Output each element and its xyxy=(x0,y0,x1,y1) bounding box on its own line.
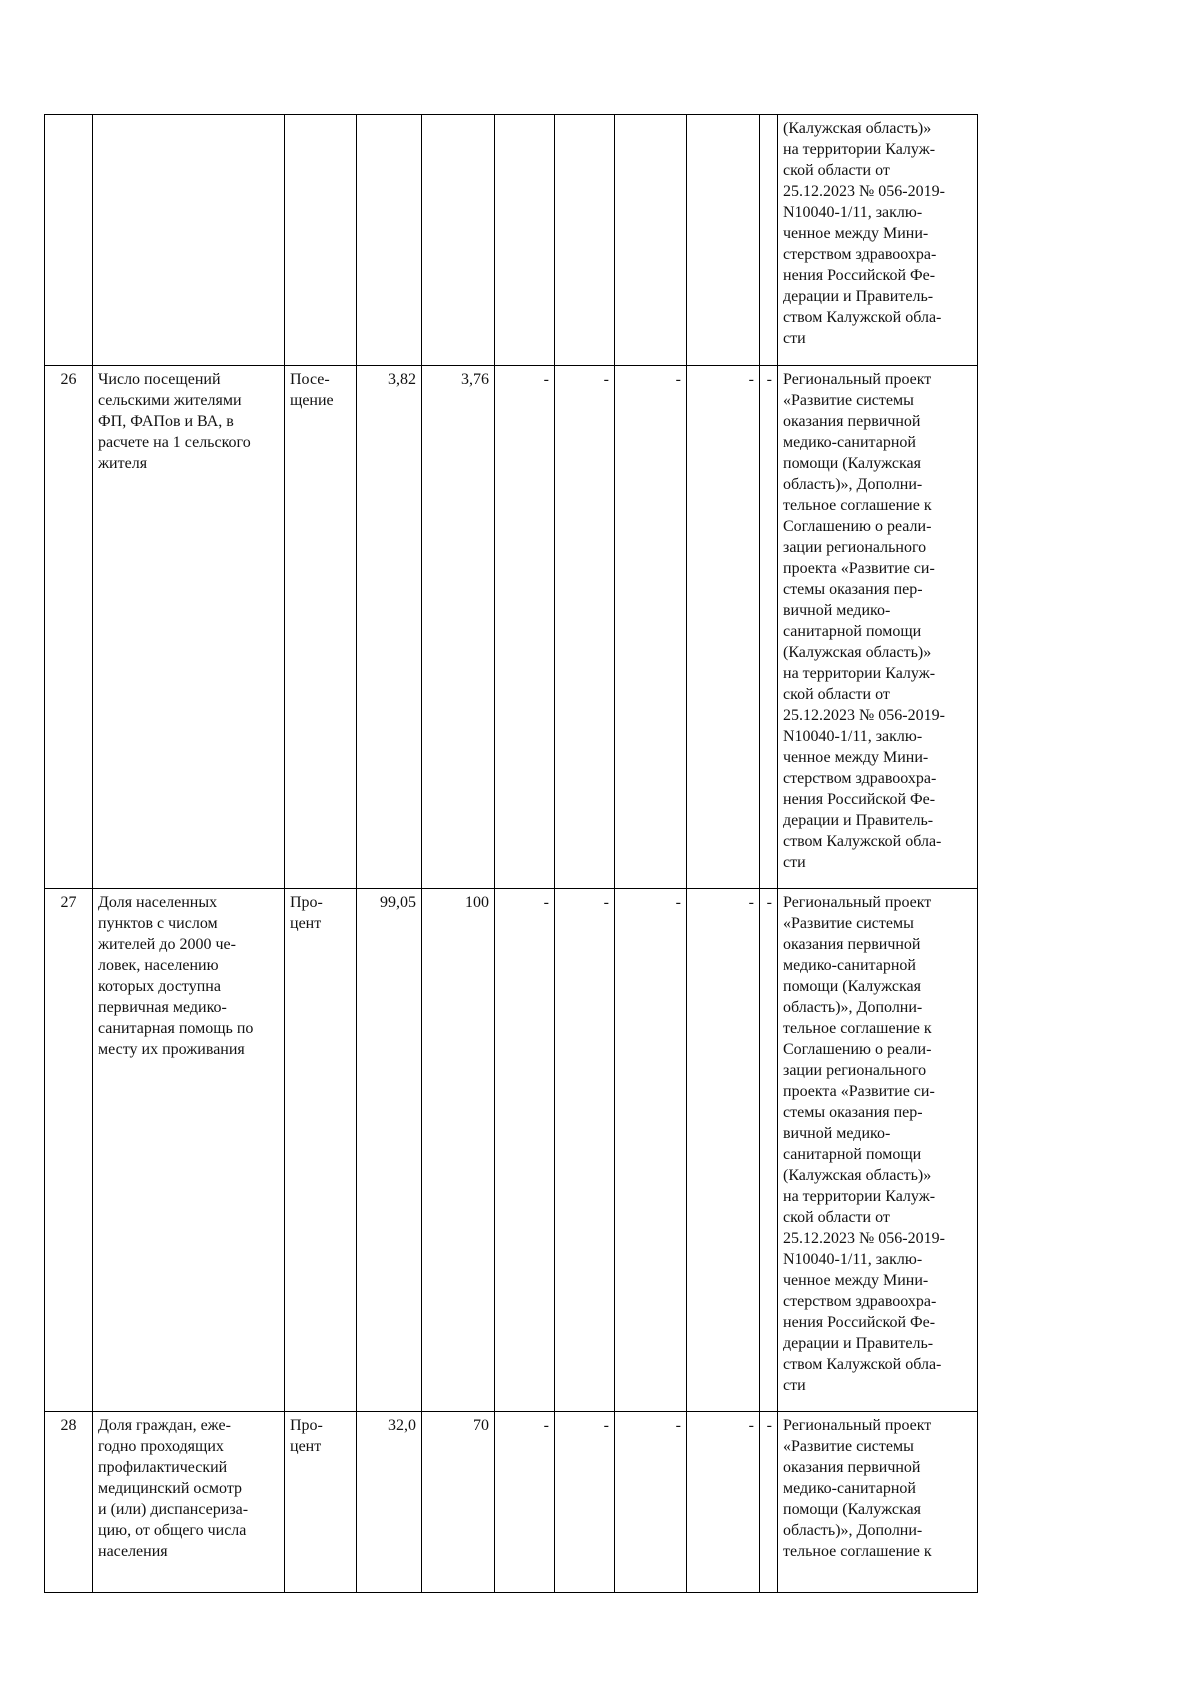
source-document: (Калужская область)» на территории Калуж- ской области от 25.12.2023 № 056-2019- N10040-1/11, заклю- ченное между Мини- стерством здравоохра- нения Российской Фе- дерации и Правитель- ством Калужской обла- сти xyxy=(778,115,978,366)
source-document: Региональный проект «Развитие системы оказания первичной медико-санитарной помощи (Калужская область)», Дополни- тельное соглашение к xyxy=(778,1412,978,1593)
value-cell xyxy=(495,115,555,366)
value-cell: 3,76 xyxy=(422,366,495,889)
value-cell: - xyxy=(495,1412,555,1593)
value-cell: - xyxy=(615,366,687,889)
source-document: Региональный проект «Развитие системы оказания первичной медико-санитарной помощи (Калужская область)», Дополни- тельное соглашение к Соглашению о реали- зации регионального проекта «Развитие си- стемы оказания пер- вичной медико- санитарной помощи (Калужская область)» на территории Калуж- ской области от 25.12.2023 № 056-2019- N10040-1/11, заклю- ченное между Мини- стерством здравоохра- нения Российской Фе- дерации и Правитель- ством Калужской обла- сти xyxy=(778,889,978,1412)
row-number: 28 xyxy=(45,1412,93,1593)
unit-of-measure xyxy=(285,115,357,366)
unit-of-measure: Про- цент xyxy=(285,889,357,1412)
value-cell: - xyxy=(555,889,615,1412)
row-number: 26 xyxy=(45,366,93,889)
row-number: 27 xyxy=(45,889,93,1412)
value-cell: - xyxy=(495,889,555,1412)
source-document: Региональный проект «Развитие системы оказания первичной медико-санитарной помощи (Калужская область)», Дополни- тельное соглашение к Соглашению о реали- зации регионального проекта «Развитие си- стемы оказания пер- вичной медико- санитарной помощи (Калужская область)» на территории Калуж- ской области от 25.12.2023 № 056-2019- N10040-1/11, заклю- ченное между Мини- стерством здравоохра- нения Российской Фе- дерации и Правитель- ством Калужской обла- сти xyxy=(778,366,978,889)
indicator-name: Доля населенных пунктов с числом жителей до 2000 че- ловек, населению которых доступна первичная медико- санитарная помощь по месту их проживания xyxy=(93,889,285,1412)
indicator-name: Число посещений сельскими жителями ФП, ФАПов и ВА, в расчете на 1 сельского жителя xyxy=(93,366,285,889)
value-cell: - xyxy=(687,1412,760,1593)
row-number xyxy=(45,115,93,366)
value-cell: 32,0 xyxy=(357,1412,422,1593)
value-cell: - xyxy=(687,889,760,1412)
table-row xyxy=(45,1412,978,1593)
value-cell xyxy=(555,115,615,366)
value-cell: - xyxy=(615,1412,687,1593)
value-cell: - xyxy=(760,366,778,889)
table-row xyxy=(45,366,978,889)
value-cell: 99,05 xyxy=(357,889,422,1412)
value-cell: - xyxy=(760,889,778,1412)
value-cell xyxy=(615,115,687,366)
value-cell xyxy=(687,115,760,366)
value-cell: 3,82 xyxy=(357,366,422,889)
indicators-table xyxy=(44,114,978,1593)
table-row xyxy=(45,889,978,1412)
value-cell: - xyxy=(687,366,760,889)
indicator-name: Доля граждан, еже- годно проходящих профилактический медицинский осмотр и (или) диспансериза- цию, от общего числа населения xyxy=(93,1412,285,1593)
value-cell: - xyxy=(555,1412,615,1593)
value-cell xyxy=(760,115,778,366)
value-cell: - xyxy=(760,1412,778,1593)
unit-of-measure: Посе- щение xyxy=(285,366,357,889)
value-cell: 100 xyxy=(422,889,495,1412)
value-cell: - xyxy=(615,889,687,1412)
value-cell: - xyxy=(495,366,555,889)
indicator-name xyxy=(93,115,285,366)
value-cell xyxy=(357,115,422,366)
value-cell: 70 xyxy=(422,1412,495,1593)
table-row xyxy=(45,115,978,366)
unit-of-measure: Про- цент xyxy=(285,1412,357,1593)
value-cell: - xyxy=(555,366,615,889)
value-cell xyxy=(422,115,495,366)
